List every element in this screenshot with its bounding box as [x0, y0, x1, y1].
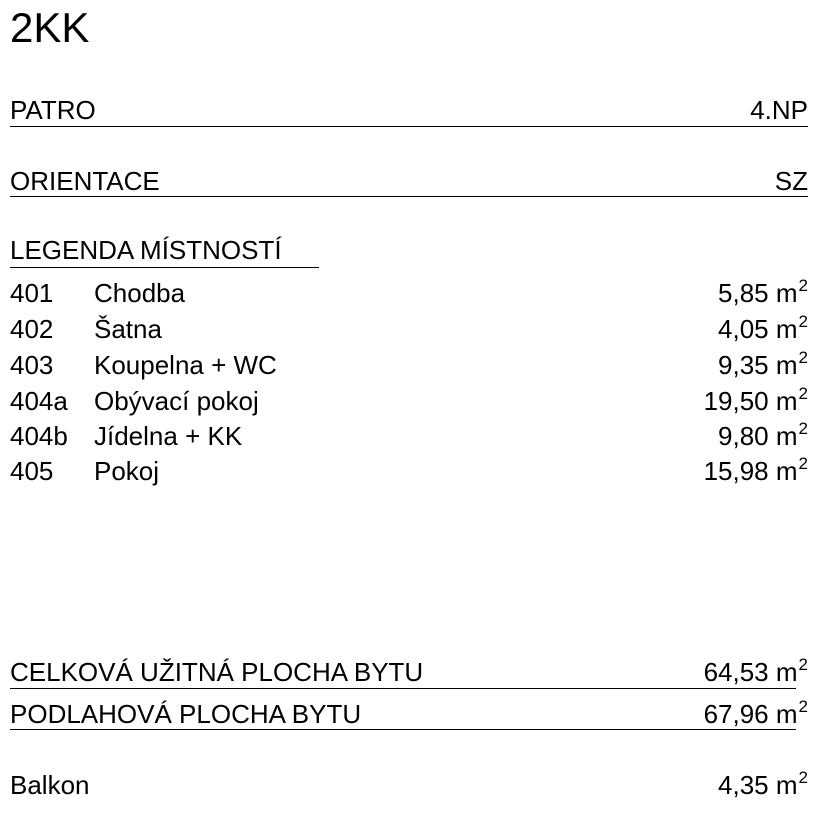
usable-area-value: 64,53 $m^2$	[703, 655, 808, 687]
room-name: Chodba	[94, 278, 186, 308]
balcony-value: 4,35 $m^2$	[718, 768, 808, 800]
floor-label: PATRO	[10, 95, 96, 125]
room-number: 405	[10, 456, 54, 486]
floor-area-value: 67,96 $m^2$	[703, 697, 808, 729]
balcony-label: Balkon	[10, 770, 90, 800]
floor-value: 4.NP	[750, 95, 808, 125]
room-area: 15,98 $m^2$	[703, 454, 808, 486]
room-number: 404b	[10, 421, 68, 451]
room-name: Jídelna + KK	[94, 421, 243, 451]
orientation-divider	[10, 196, 808, 197]
room-name: Pokoj	[94, 456, 160, 486]
room-area: 5,85 $m^2$	[718, 276, 808, 308]
room-name: Koupelna + WC	[94, 350, 277, 380]
usable-area-divider	[10, 688, 796, 689]
floor-area-label: PODLAHOVÁ PLOCHA BYTU	[10, 699, 362, 729]
page-title: 2KK	[10, 4, 90, 51]
usable-area-label: CELKOVÁ UŽITNÁ PLOCHA BYTU	[10, 657, 424, 687]
legend-title-underline	[10, 267, 319, 268]
orientation-label: ORIENTACE	[10, 166, 160, 196]
legend-title: LEGENDA MÍSTNOSTÍ	[10, 235, 282, 265]
room-name: Šatna	[94, 314, 162, 344]
room-area: 9,80 $m^2$	[718, 419, 808, 451]
floor-area-divider	[10, 729, 796, 730]
room-number: 404a	[10, 386, 68, 416]
room-name: Obývací pokoj	[94, 386, 259, 416]
orientation-value: SZ	[774, 166, 808, 196]
floor-divider	[10, 126, 808, 127]
room-number: 402	[10, 314, 54, 344]
room-area: 4,05 $m^2$	[718, 312, 808, 344]
room-area: 9,35 $m^2$	[718, 348, 808, 380]
room-area: 19,50 $m^2$	[703, 384, 808, 416]
room-number: 401	[10, 278, 54, 308]
room-number: 403	[10, 350, 54, 380]
